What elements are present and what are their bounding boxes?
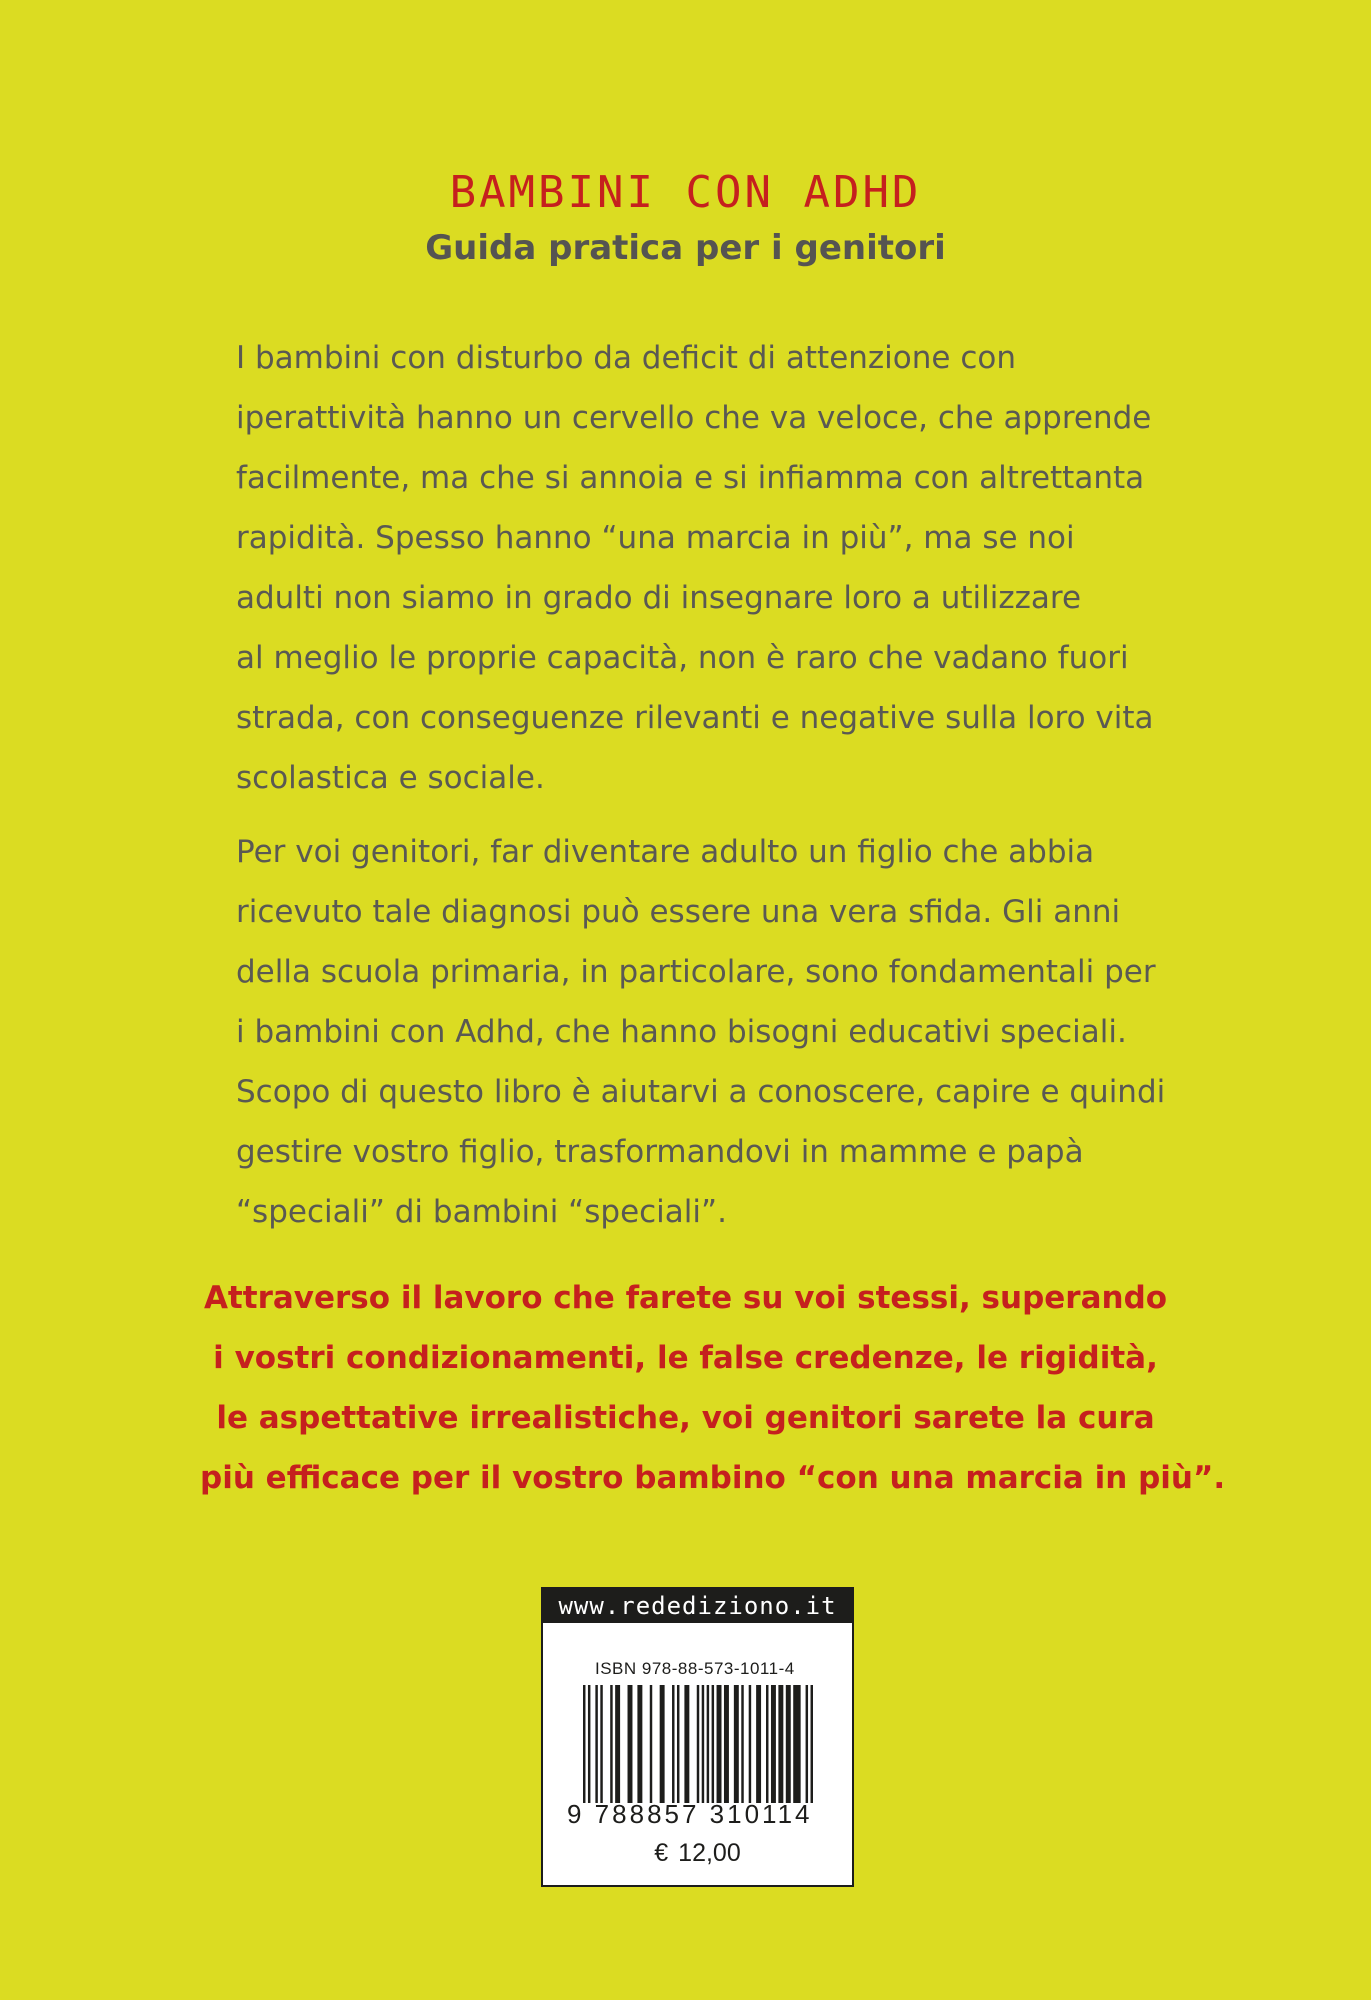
barcode-bar	[702, 1685, 704, 1803]
price	[543, 1839, 852, 1868]
barcode-bar	[712, 1685, 714, 1803]
barcode-bar	[610, 1685, 612, 1803]
barcode-bar	[734, 1685, 739, 1803]
currency-symbol: €	[654, 1839, 669, 1867]
barcode-bar	[793, 1685, 800, 1803]
text-line: adulti non siamo in grado di insegnare loro a utilizzare	[236, 580, 1082, 616]
barcode-bar	[600, 1685, 602, 1803]
highlight-line: più efficace per il vostro bambino “con una marcia in più”.	[200, 1460, 1226, 1496]
text-line: gestire vostro figlio, trasformandovi in mamme e papà	[236, 1134, 1084, 1170]
barcode-bar	[615, 1685, 620, 1803]
barcode-bar	[806, 1685, 808, 1803]
highlight-paragraph	[200, 1268, 1226, 1508]
highlight-line: le aspettative irrealistiche, voi genitori sarete la cura	[216, 1400, 1155, 1436]
barcode-bar	[786, 1685, 791, 1803]
book-title: BAMBINI CON ADHD	[449, 167, 922, 218]
text-line: Per voi genitori, far diventare adulto un figlio che abbia	[236, 834, 1095, 870]
barcode-bar	[756, 1685, 761, 1803]
text-line: ricevuto tale diagnosi può essere una vera sfida. Gli anni	[236, 894, 1121, 930]
text-line: Scopo di questo libro è aiutarvi a conoscere, capire e quindi	[236, 1074, 1166, 1110]
barcode-bar	[741, 1685, 743, 1803]
barcode-bar	[588, 1685, 590, 1803]
text-line: strada, con conseguenze rilevanti e negative sulla loro vita	[236, 700, 1154, 736]
highlight-line: Attraverso il lavoro che farete su voi stessi, superando	[203, 1280, 1168, 1316]
barcode-bar	[811, 1685, 813, 1803]
barcode-bar	[672, 1685, 674, 1803]
barcode-bar	[660, 1685, 665, 1803]
barcode-bar	[697, 1685, 699, 1803]
text-line: scolastica e sociale.	[236, 760, 545, 796]
book-subtitle: Guida pratica per i genitori	[425, 228, 946, 268]
text-line: I bambini con disturbo da deficit di attenzione con	[236, 340, 1016, 376]
barcode-bar	[595, 1685, 597, 1803]
barcode-bar	[724, 1685, 729, 1803]
isbn-number: ISBN 978-88-573-1011-4	[595, 1659, 795, 1678]
ean-digits: 9 788857 310114	[567, 1799, 813, 1829]
barcode-bar	[650, 1685, 652, 1803]
barcode-bar	[583, 1685, 585, 1803]
description-paragraph-2	[236, 822, 1176, 1242]
text-line: rapidità. Spesso hanno “una marcia in più”, ma se noi	[236, 520, 1075, 556]
barcode-bar	[749, 1685, 751, 1803]
text-line: i bambini con Adhd, che hanno bisogni educativi speciali.	[236, 1014, 1127, 1050]
barcode-box	[541, 1587, 854, 1887]
text-line: facilmente, ma che si annoia e si infiamma con altrettanta	[236, 460, 1145, 496]
highlight-line: i vostri condizionamenti, le false credenze, le rigidità,	[213, 1340, 1158, 1376]
description-paragraph-1	[236, 328, 1176, 808]
barcode-bar	[771, 1685, 776, 1803]
text-line: “speciali” di bambini “speciali”.	[236, 1194, 727, 1230]
barcode-bar	[628, 1685, 633, 1803]
barcode-bar	[778, 1685, 783, 1803]
text-line: della scuola primaria, in particolare, sono fondamentali per	[236, 954, 1156, 990]
publisher-url: www.redediziono.it	[543, 1589, 852, 1623]
barcode-bar	[766, 1685, 768, 1803]
barcode-bar	[637, 1685, 642, 1803]
barcode-bar	[684, 1685, 689, 1803]
barcode-bar	[707, 1685, 709, 1803]
barcode-bars	[583, 1685, 813, 1803]
text-line: al meglio le proprie capacità, non è raro che vadano fuori	[236, 640, 1129, 676]
barcode-bar	[717, 1685, 722, 1803]
text-line: iperattività hanno un cervello che va veloce, che apprende	[236, 400, 1152, 436]
barcode-bar	[677, 1685, 679, 1803]
price-value: 12,00	[678, 1839, 741, 1867]
